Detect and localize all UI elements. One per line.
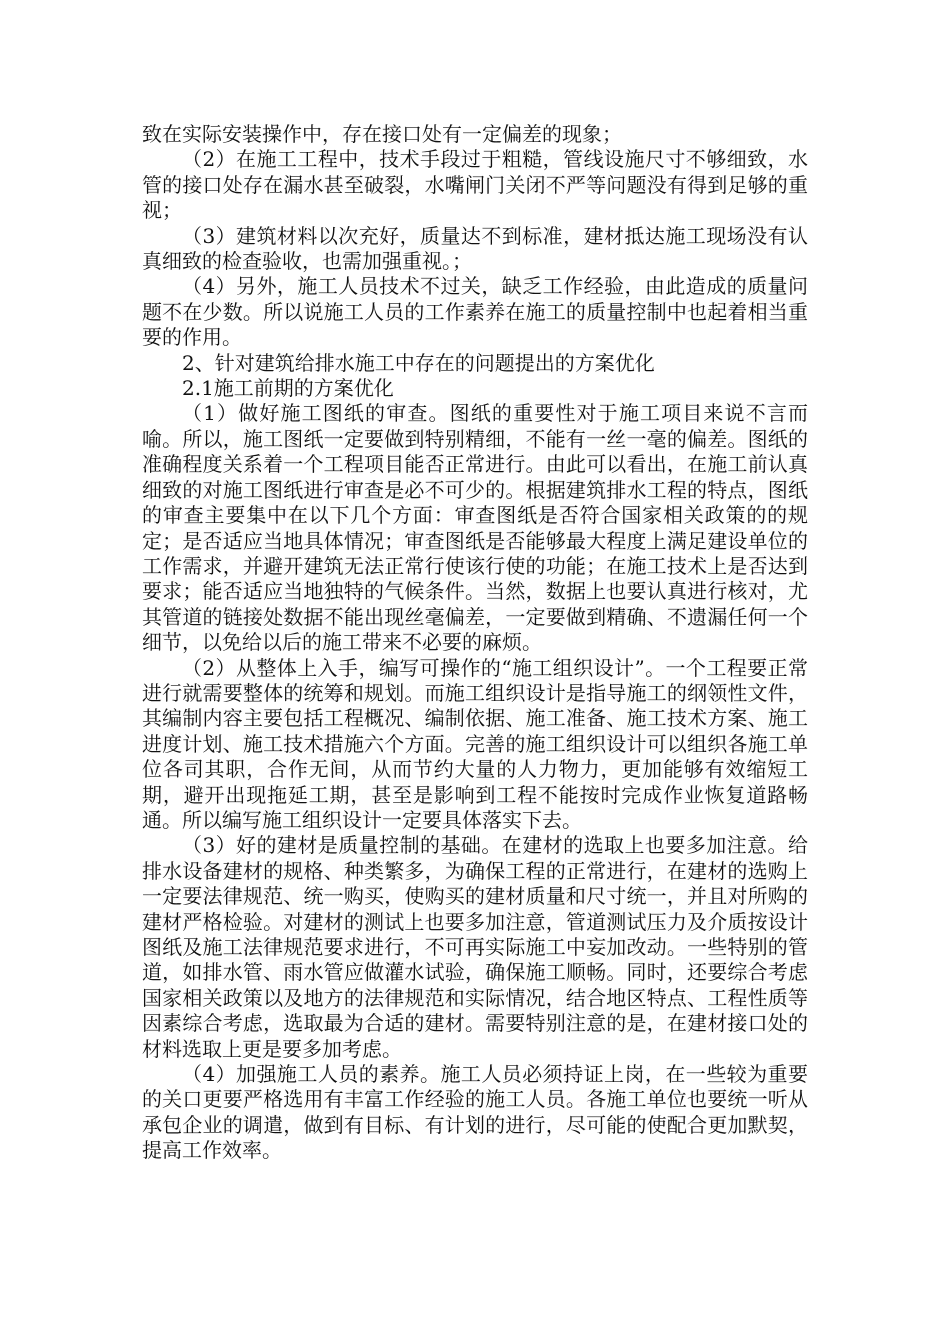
- paragraph-continuation: 致在实际安装操作中，存在接口处有一定偏差的现象；: [142, 122, 622, 146]
- paragraph-item-3: （3）建筑材料以次充好，质量达不到标准，建材抵达施工现场没有认真细致的检查验收，也需加强重视。；: [142, 223, 808, 274]
- subsection-heading: 2.1施工前期的方案优化: [182, 376, 394, 401]
- paragraph-item-4: （4）另外，施工人员技术不过关，缺乏工作经验，由此造成的质量问题不在少数。所以说施工人员的工作素养在施工的质量控制中也起着相当重要的作用。: [142, 274, 808, 350]
- paragraph-personnel: （4）加强施工人员的素养。施工人员必须持证上岗，在一些较为重要的关口更要严格选用有丰富工作经验的施工人员。各施工单位也要统一听从承包企业的调遣，做到有目标、有计划的进行，尽可能的使配合更加默契，提高工作效率。: [142, 1062, 808, 1163]
- paragraph-materials: （3）好的建材是质量控制的基础。在建材的选取上也要多加注意。给排水设备建材的规格、种类繁多，为确保工程的正常进行，在建材的选购上一定要法律规范、统一购买，使购买的建材质量和尺寸统一，并且对所购的建材严格检验。对建材的测试上也要多加注意，管道测试压力及介质按设计图纸及施工法律规范要求进行，不可再实际施工中妄加改动。一些特别的管道，如排水管、雨水管应做灌水试验，确保施工顺畅。同时，还要综合考虑国家相关政策以及地方的法律规范和实际情况，结合地区特点、工程性质等因素综合考虑，选取最为合适的建材。需要特别注意的是，在建材接口处的材料选取上更是要多加考虑。: [142, 833, 808, 1061]
- section-heading: 2、针对建筑给排水施工中存在的问题提出的方案优化: [182, 350, 655, 375]
- paragraph-item-2: （2）在施工工程中，技术手段过于粗糙，管线设施尺寸不够细致，水管的接口处存在漏水甚至破裂，水嘴闸门关闭不严等问题没有得到足够的重视；: [142, 147, 808, 223]
- paragraph-drawing-review: （1）做好施工图纸的审查。图纸的重要性对于施工项目来说不言而喻。所以，施工图纸一定要做到特别精细，不能有一丝一毫的偏差。图纸的准确程度关系着一个工程项目能否正常进行。由此可以看出，在施工前认真细致的对施工图纸进行审查是必不可少的。根据建筑排水工程的特点，图纸的审查主要集中在以下几个方面：审查图纸是否符合国家相关政策的的规定；是否适应当地具体情况；审查图纸是否能够最大程度上满足建设单位的工作需求，并避开建筑无法正常行使该行使的功能；在施工技术上是否达到要求；能否适应当地独特的气候条件。当然，数据上也要认真进行核对，尤其管道的链接处数据不能出现丝毫偏差，一定要做到精确、不遗漏任何一个细节，以免给以后的施工带来不必要的麻烦。: [142, 401, 808, 655]
- paragraph-construction-design: （2）从整体上入手，编写可操作的“施工组织设计”。一个工程要正常进行就需要整体的统筹和规划。而施工组织设计是指导施工的纲领性文件，其编制内容主要包括工程概况、编制依据、施工准备、施工技术方案、施工进度计划、施工技术措施六个方面。完善的施工组织设计可以组织各施工单位各司其职，合作无间，从而节约大量的人力物力，更加能够有效缩短工期，避开出现拖延工期，甚至是影响到工程不能按时完成作业恢复道路畅通。所以编写施工组织设计一定要具体落实下去。: [142, 655, 808, 832]
- document-body: [142, 122, 808, 1164]
